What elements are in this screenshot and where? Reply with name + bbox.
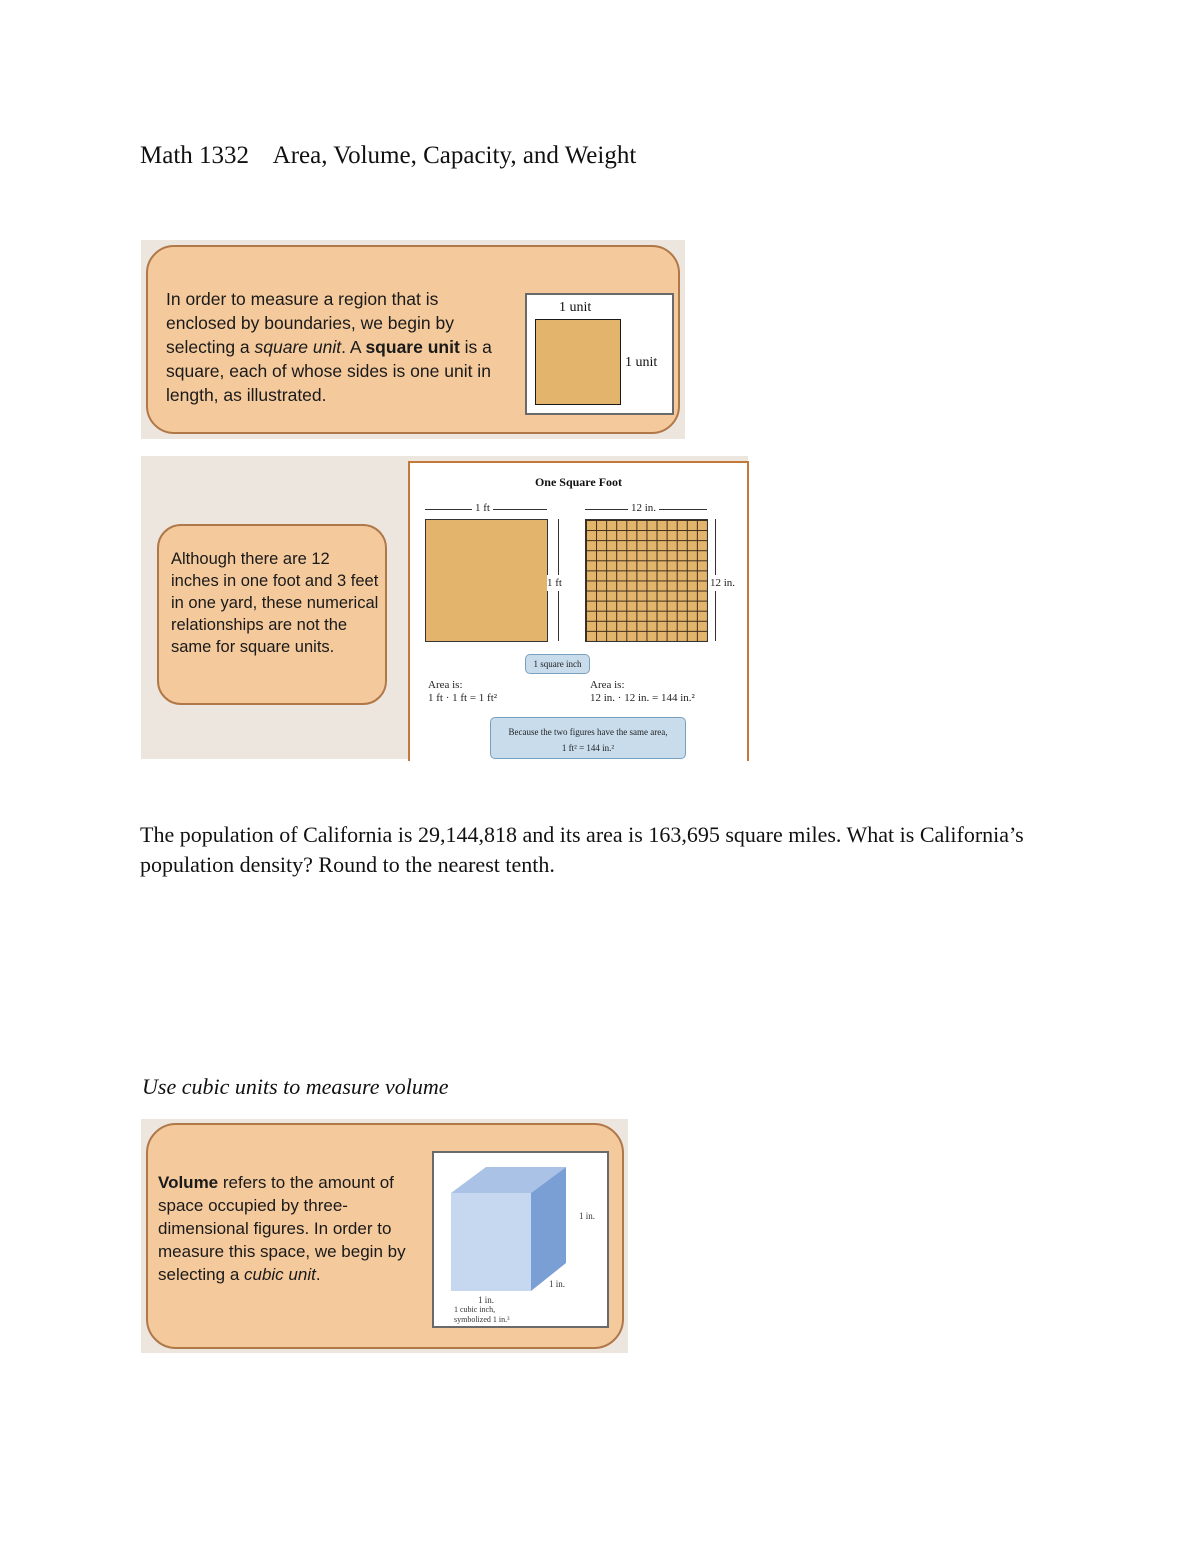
- volume-italic-term: cubic unit: [244, 1265, 316, 1284]
- cube-caption-line-1: 1 cubic inch,: [454, 1305, 496, 1314]
- area-left-label: Area is:: [428, 679, 463, 691]
- twelve-inch-grid-square: [585, 519, 708, 642]
- volume-callout-box: [146, 1123, 624, 1349]
- in-side-label: 12 in.: [710, 577, 736, 589]
- unit-side-label: 1 unit: [625, 355, 658, 370]
- volume-text-after: .: [315, 1265, 321, 1284]
- square-unit-text-before: In order to measure a region that is enclosed by boundaries, we begin by selecting a: [166, 289, 454, 357]
- square-foot-callout-box: [157, 524, 387, 705]
- equivalence-line-1: Because the two figures have the same area,: [508, 727, 668, 737]
- population-density-question: The population of California is 29,144,818 and its area is 163,695 square miles. What is California’s population density? Round to the nearest tenth.: [140, 822, 1024, 877]
- cubic-inch-figure: [432, 1151, 609, 1328]
- one-foot-square: [425, 519, 548, 642]
- square-unit-panel: [141, 240, 685, 439]
- ft-side-label: 1 ft: [547, 577, 562, 589]
- square-foot-panel: [141, 456, 748, 759]
- cube-front-edge-label: 1 in.: [478, 1295, 495, 1305]
- square-unit-text-after: is a square, each of whose sides is one unit in length, as illustrated.: [166, 337, 492, 405]
- volume-bold-term: Volume: [158, 1173, 219, 1192]
- figure-title: One Square Foot: [534, 475, 623, 489]
- area-left-value: 1 ft · 1 ft = 1 ft²: [428, 692, 498, 704]
- square-unit-bold-term: square unit: [365, 337, 460, 357]
- cube-right-edge-label: 1 in.: [579, 1211, 596, 1221]
- square-unit-text-middle: . A: [341, 337, 366, 357]
- volume-panel: [141, 1119, 628, 1353]
- in-top-label: 12 in.: [628, 502, 659, 514]
- area-right-value: 12 in. · 12 in. = 144 in.²: [590, 692, 695, 704]
- volume-description: [158, 1171, 413, 1286]
- equivalence-callout: [490, 717, 686, 759]
- page-title: Math 1332 Area, Volume, Capacity, and Weight: [140, 142, 637, 169]
- square-unit-callout-box: [146, 245, 680, 434]
- unit-square-figure: [525, 293, 674, 415]
- ft-top-label: 1 ft: [472, 502, 493, 514]
- cube-illustration: [434, 1153, 607, 1326]
- square-inch-callout: 1 square inch: [525, 654, 590, 674]
- cube-caption-line-2: symbolized 1 in.³: [454, 1315, 510, 1324]
- square-foot-figure: [408, 461, 749, 761]
- square-unit-italic-term: square unit: [254, 337, 342, 357]
- unit-square: [535, 319, 621, 405]
- volume-text-before: refers to the amount of space occupied by three-dimensional figures. In order to measure this space, we begin by selecting a: [158, 1173, 406, 1284]
- equivalence-line-2: 1 ft² = 144 in.²: [561, 743, 615, 753]
- square-foot-description: Although there are 12 inches in one foot and 3 feet in one yard, these numerical relationships are not the same for square units.: [171, 550, 379, 656]
- square-unit-description: [166, 287, 511, 407]
- unit-top-label: 1 unit: [559, 300, 592, 315]
- cube-depth-edge-label: 1 in.: [549, 1279, 566, 1289]
- area-right-label: Area is:: [590, 679, 625, 691]
- cube-front-face: [451, 1193, 531, 1291]
- volume-section-heading: Use cubic units to measure volume: [142, 1074, 449, 1099]
